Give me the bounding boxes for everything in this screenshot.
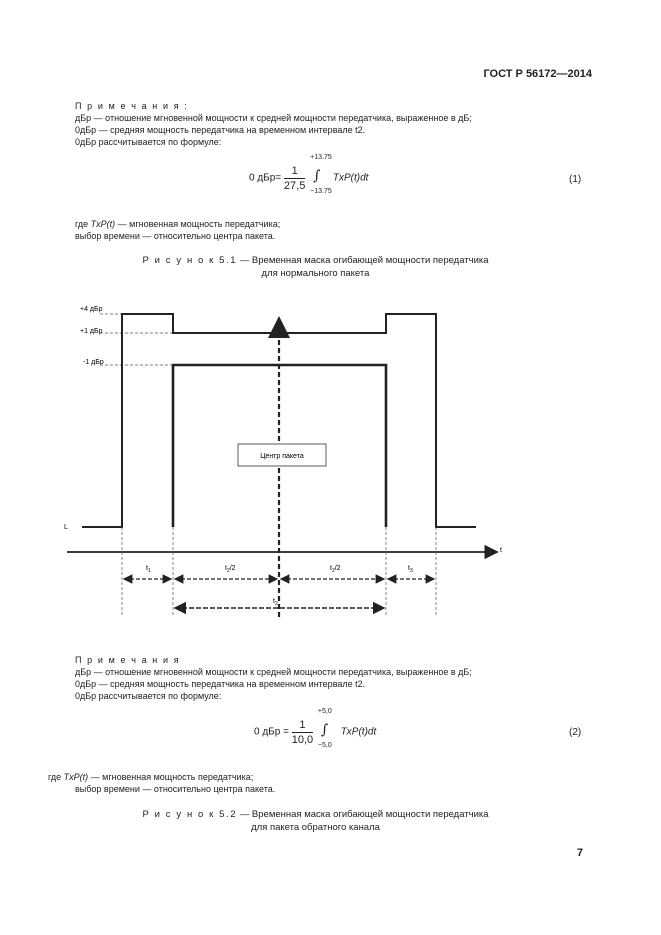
page-number: 7 bbox=[576, 847, 583, 859]
figure2-caption-line-1 bbox=[0, 809, 631, 820]
document-header: ГОСТ Р 56172—2014 bbox=[483, 68, 592, 80]
level-label-minus1: -1 дБр bbox=[83, 359, 104, 366]
level-label-plus4: +4 дБр bbox=[80, 306, 103, 313]
formula2-upper-limit: +5,0 bbox=[317, 708, 332, 715]
formula1-integrand: TxP(t)dt bbox=[332, 172, 369, 184]
integral-icon: ∫ bbox=[320, 722, 329, 738]
formula2-integrand: TxP(t)dt bbox=[340, 726, 377, 738]
formula1-upper-limit: +13.75 bbox=[310, 154, 332, 161]
formula2-denominator: 10,0 bbox=[291, 733, 314, 746]
where1-prefix: где bbox=[75, 219, 91, 229]
formula1-denominator: 27,5 bbox=[283, 179, 306, 192]
notes2-title: П р и м е ч а н и я bbox=[75, 655, 181, 665]
where2-prefix: где bbox=[48, 772, 64, 782]
figure2-caption-label: Р и с у н о к 5.2 bbox=[142, 809, 238, 820]
figure2-caption-text: — Временная маска огибающей мощности передатчика bbox=[237, 809, 489, 820]
notes1-title: П р и м е ч а н и я : bbox=[75, 101, 189, 111]
notes2-line-1: дБр — отношение мгновенной мощности к средней мощности передатчика, выраженное в дБ; bbox=[75, 667, 472, 677]
formula2-fraction bbox=[292, 719, 313, 746]
notes1-line-2: 0дБр — средняя мощность передатчика на временном интервале t2. bbox=[75, 125, 366, 135]
formula-2 bbox=[254, 708, 377, 750]
formula1-numerator: 1 bbox=[284, 165, 305, 179]
formula2-lower-limit: −5,0 bbox=[317, 742, 332, 749]
figure2-caption-line-2: для пакета обратного канала bbox=[251, 822, 380, 833]
figure1-caption-text: — Временная маска огибающей мощности передатчика bbox=[237, 255, 489, 266]
notes2-line-2: 0дБр — средняя мощность передатчика на временном интервале t2. bbox=[75, 679, 366, 689]
formula2-numerator: 1 bbox=[292, 719, 313, 733]
formula1-number: (1) bbox=[569, 174, 582, 185]
interval-t2-half-b-label: $t_2/2$ bbox=[330, 565, 341, 574]
where2-line-1 bbox=[48, 771, 253, 783]
figure1-caption-line-2: для нормального пакета bbox=[261, 268, 370, 279]
where1-line-2: выбор времени — относительно центра пакета. bbox=[75, 231, 276, 241]
where1-rest: — мгновенная мощность передатчика; bbox=[115, 219, 281, 229]
notes2-line-3: 0дБр рассчитывается по формуле: bbox=[75, 691, 222, 701]
time-axis-label: t bbox=[500, 547, 502, 554]
center-label: Центр пакета bbox=[260, 453, 304, 460]
notes1-line-3: 0дБр рассчитывается по формуле: bbox=[75, 137, 222, 147]
interval-t2-half-a-label: $t_2/2$ bbox=[225, 565, 236, 574]
integral-icon: ∫ bbox=[313, 168, 321, 184]
level-label-L: L bbox=[64, 524, 68, 531]
figure1-caption-label: Р и с у н о к 5.1 bbox=[142, 255, 238, 266]
formula2-number: (2) bbox=[569, 727, 582, 738]
where2-term: TxP(t) bbox=[63, 772, 89, 782]
interval-t3-label: $t_3$ bbox=[408, 565, 413, 574]
formula2-integral bbox=[316, 708, 338, 750]
notes1-line-1: дБр — отношение мгновенной мощности к средней мощности передатчика, выраженное в дБ; bbox=[75, 113, 472, 123]
where2-rest: — мгновенная мощность передатчика; bbox=[88, 772, 254, 782]
where2-line-2: выбор времени — относительно центра пакета. bbox=[75, 784, 276, 794]
where1-term: TxP(t) bbox=[90, 219, 116, 229]
interval-t1-label: $t_1$ bbox=[146, 565, 151, 574]
interval-t2-label: $t_2$ bbox=[273, 598, 278, 607]
formula1-lower-limit: −13.75 bbox=[310, 188, 332, 195]
formula2-lhs: 0 дБр = bbox=[254, 726, 289, 738]
level-label-plus1: +1 дБр bbox=[80, 328, 103, 335]
formula1-lhs: 0 дБр= bbox=[249, 172, 282, 184]
